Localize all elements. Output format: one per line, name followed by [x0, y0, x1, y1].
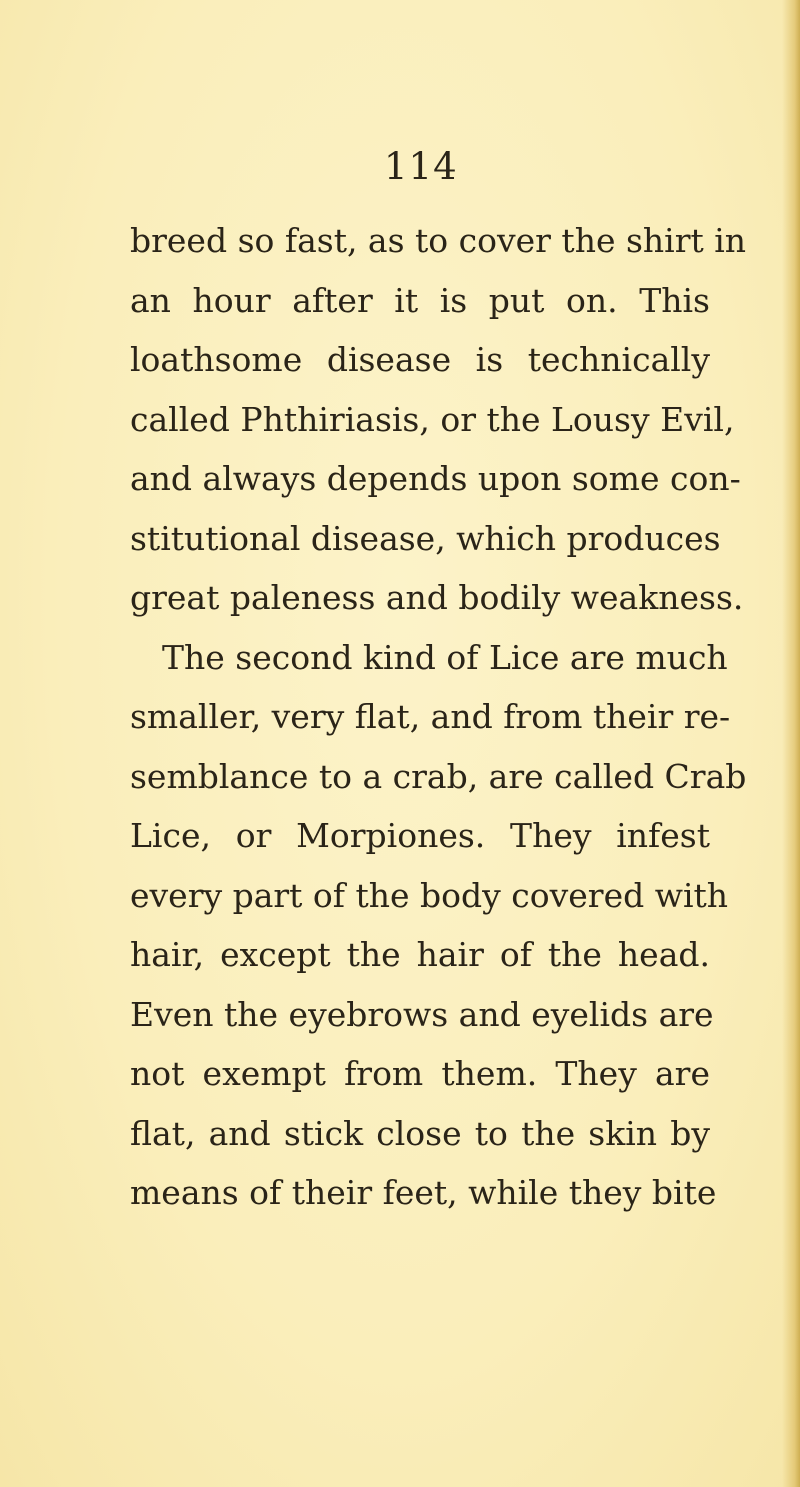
text-line: called Phthiriasis, or the Lousy Evil,: [130, 399, 735, 439]
page-number: 114: [384, 145, 458, 188]
text-line: great paleness and bodily weakness.: [130, 578, 744, 617]
body-text: [130, 211, 747, 1223]
page-edge-stain: [782, 0, 800, 1487]
text-line: and always depends upon some con-: [130, 459, 741, 498]
text-line: semblance to a crab, are called Crab: [130, 756, 747, 796]
text-line: breed so fast, as to cover the shirt in: [130, 221, 747, 260]
text-line: hair, except the hair of the head.: [130, 935, 710, 974]
text-line: loathsome disease is technically: [130, 340, 710, 379]
text-line-paragraph-start: The second kind of Lice are much: [162, 637, 728, 677]
text-line: Even the eyebrows and eyelids are: [130, 994, 714, 1034]
text-line: every part of the body covered with: [130, 875, 729, 915]
text-line: not exempt from them. They are: [130, 1054, 710, 1093]
text-line: stitutional disease, which produces: [130, 518, 721, 558]
text-line: smaller, very flat, and from their re-: [130, 697, 731, 736]
text-line: flat, and stick close to the skin by: [130, 1113, 710, 1153]
text-line: means of their feet, while they bite: [130, 1173, 717, 1212]
text-line: an hour after it is put on. This: [130, 280, 710, 320]
text-line: Lice, or Morpiones. They infest: [130, 816, 710, 855]
